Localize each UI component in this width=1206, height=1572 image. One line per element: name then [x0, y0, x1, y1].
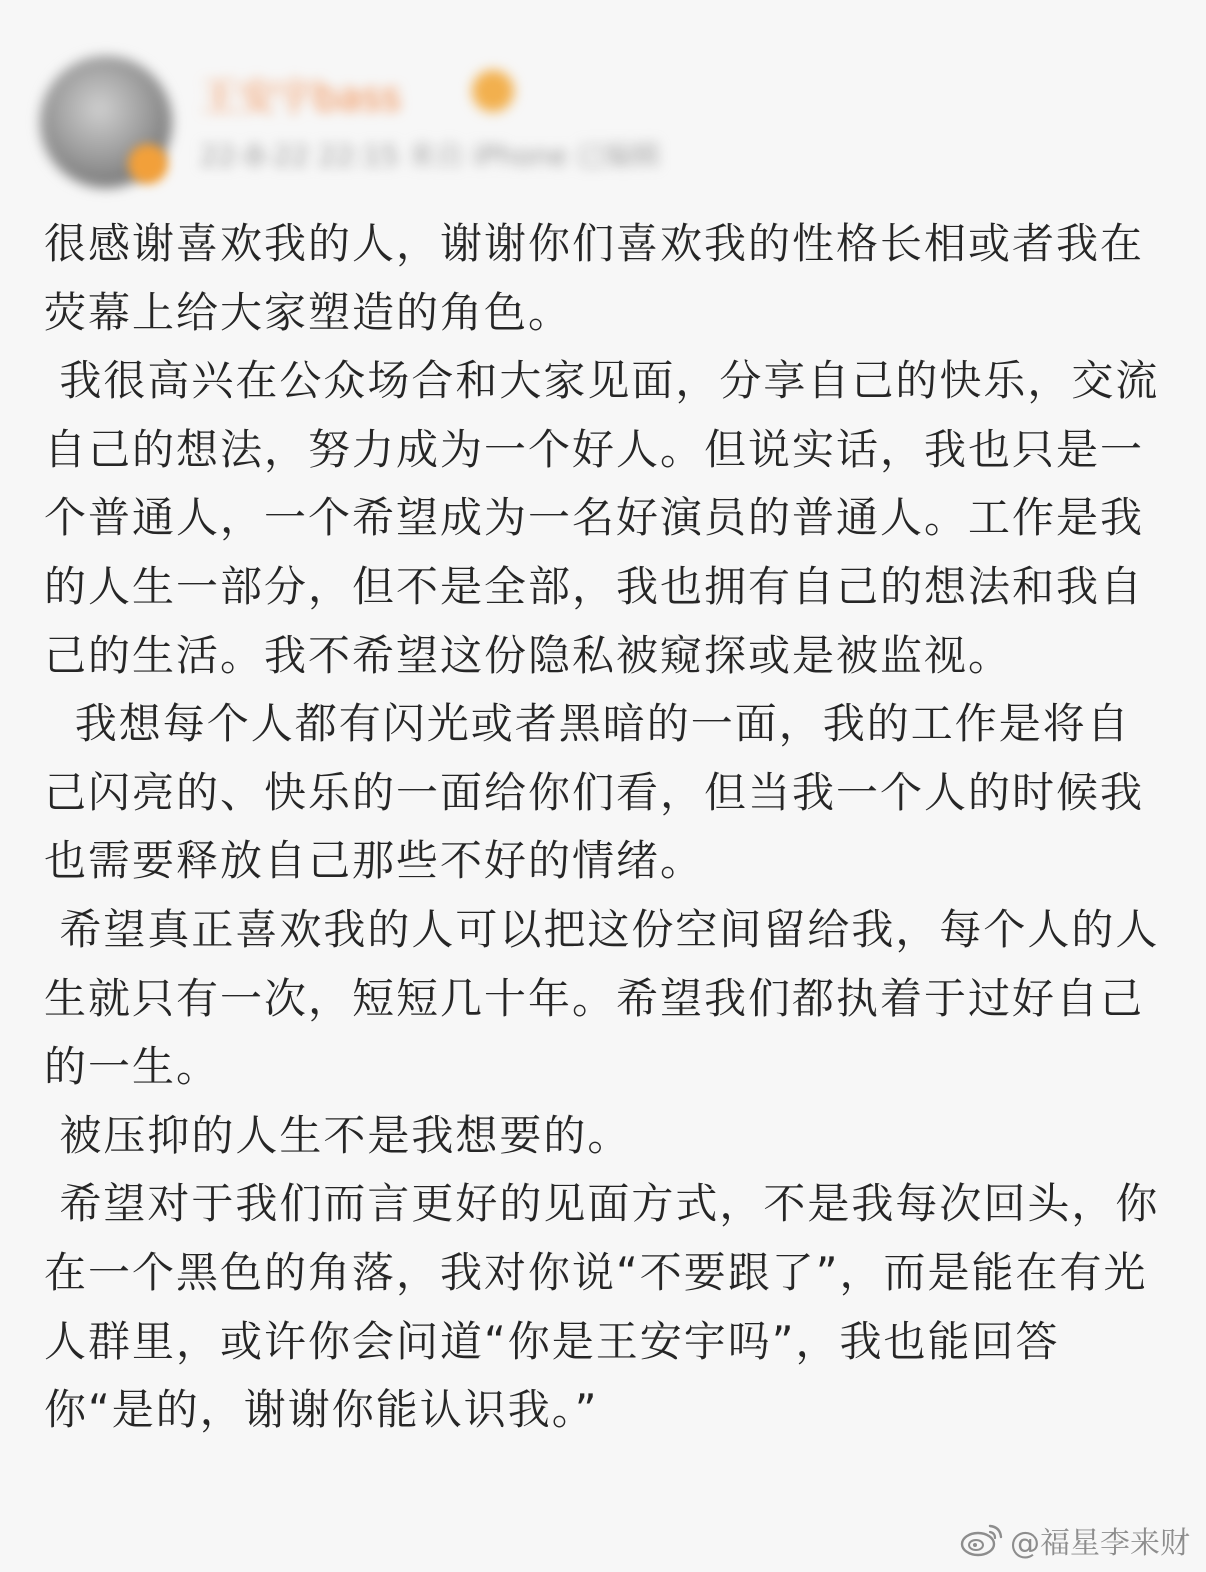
post-paragraph-6: 希望对于我们而言更好的见面方式，不是我每次回头，你在一个黑色的角落，我对你说“不要跟了”，而是能在有光人群里，或许你会问道“你是王安宇吗”，我也能回答你“是的，谢谢你能认识我。” [44, 1179, 1160, 1435]
author-name[interactable]: 王安宇bass [200, 75, 402, 119]
weibo-icon [960, 1522, 1004, 1558]
post-meta: 22-8-22 22:15 来自 iPhone 已编辑 [200, 139, 661, 172]
post-paragraph-1: 很感谢喜欢我的人，谢谢你们喜欢我的性格长相或者我在荧幕上给大家塑造的角色。 [44, 219, 1145, 337]
source-watermark [960, 1518, 1190, 1562]
post-header [40, 52, 1160, 192]
post-paragraph-2: 我很高兴在公众场合和大家见面，分享自己的快乐，交流自己的想法，努力成为一个好人。但说实话，我也只是一个普通人，一个希望成为一名好演员的普通人。工作是我的人生一部分，但不是全部，我也拥有自己的想法和我自己的生活。我不希望这份隐私被窥探或是被监视。 [44, 356, 1160, 680]
post-paragraph-3: 我想每个人都有闪光或者黑暗的一面，我的工作是将自己闪亮的、快乐的一面给你们看，但当我一个人的时候我也需要释放自己那些不好的情绪。 [44, 699, 1145, 886]
post-body [44, 210, 1164, 1445]
watermark-text: @福星李来财 [1010, 1526, 1190, 1561]
post-paragraph-4: 希望真正喜欢我的人可以把这份空间留给我，每个人的人生就只有一次，短短几十年。希望我们都执着于过好自己的一生。 [44, 904, 1160, 1092]
verified-badge-icon [128, 144, 168, 184]
member-badge-icon [472, 70, 514, 112]
post-paragraph-5: 被压抑的人生不是我想要的。 [44, 1110, 632, 1160]
